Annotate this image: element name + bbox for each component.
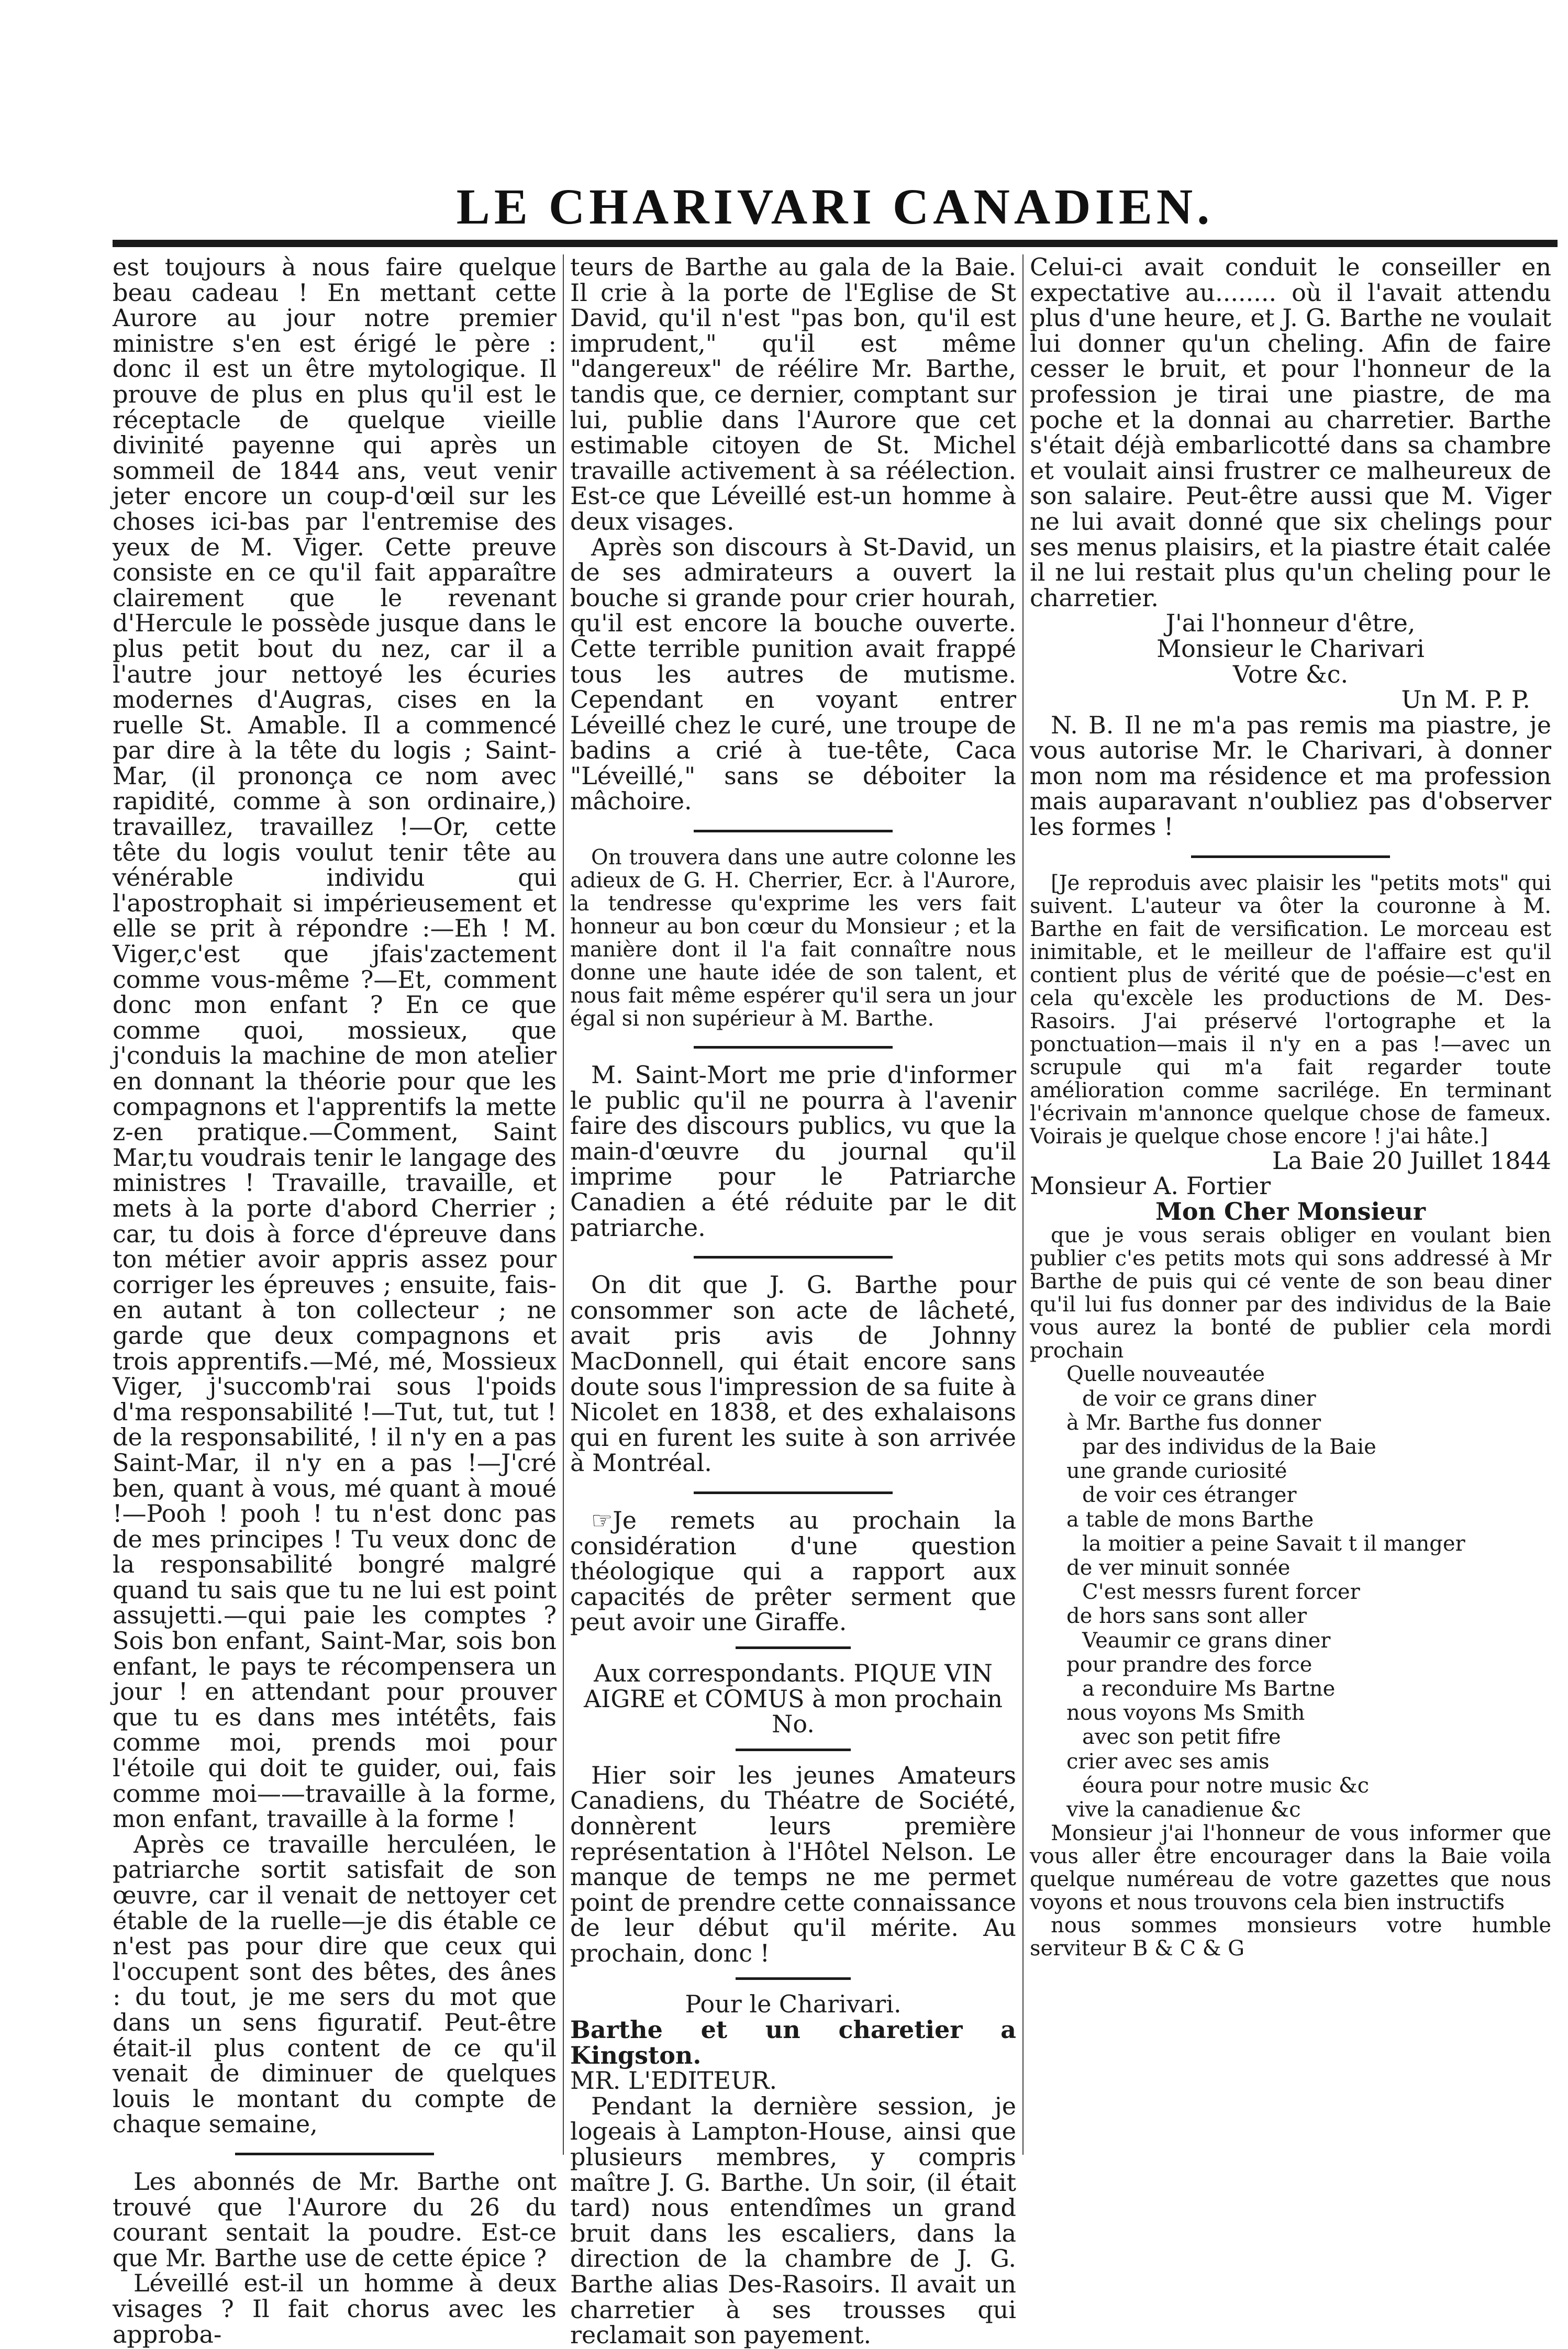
poem-line: à Mr. Barthe fus donner bbox=[1066, 1410, 1321, 1435]
poem-line: de voir ces étranger bbox=[1082, 1483, 1297, 1508]
letter-closing: Monsieur le Charivari bbox=[1156, 634, 1425, 663]
news-item: On trouvera dans une autre colonne les adieux de G. H. Cherrier, Ecr. à l'Aurore, la tendresse qu'exprime les vers fait honneur au bon cœur du Monsieur ; et la manière dont il l'a fait connaître nous donne une haute idée de son talent, et nous fait même espérer qu'il sera un jour égal si non supérieur à M. Barthe. bbox=[570, 845, 1016, 1031]
divider bbox=[736, 1977, 851, 1980]
poem-line: de voir ce grans diner bbox=[1082, 1386, 1316, 1411]
column-2 bbox=[563, 253, 1024, 2349]
letter-body: que je vous serais obliger en voulant bien publier c'es petits mots qui sons addressé à Mr Barthe de puis qui cé vente de son beau diner qu'il lui fus donner par des individus de la Baie vous aurez la bonté de publier cela mordi prochain bbox=[1030, 1223, 1551, 1363]
poem-line: Veaumir ce grans diner bbox=[1082, 1628, 1331, 1653]
poem-line: de ver minuit sonnée bbox=[1066, 1556, 1291, 1580]
letter-closing: J'ai l'honneur d'être, bbox=[1165, 609, 1416, 638]
letter-body: Pendant la dernière session, je logeais à Lampton-House, ainsi que plusieurs membres, y compris maître J. G. Barthe. Un soir, (il était tard) nous entendîmes un grand bruit dans les escaliers, dans la direction de la chambre de J. G. Barthe alias Des-Rasoirs. Il avait un charretier à ses trousses qui reclamait son payement. bbox=[570, 2091, 1016, 2349]
postscript: N. B. Il ne m'a pas remis ma piastre, je vous autorise Mr. le Charivari, à donner mon nom ma résidence et ma profession mais auparavant n'oubliez pas d'observer les formes ! bbox=[1030, 710, 1551, 841]
news-item: Les abonnés de Mr. Barthe ont trouvé que l'Aurore du 26 du courant sentait la poudre. Est-ce que Mr. Barthe use de cette épice ? bbox=[113, 2167, 557, 2272]
article-text: est toujours à nous faire quelque beau cadeau ! En mettant cette Aurore au jour notre premier ministre s'en est érigé le père : donc il est un être mytologique. Il prouve de plus en plus qu'il est le réceptacle de quelque vieille divinité payenne qui après un sommeil de 1844 ans, veut venir jeter encore un coup-d'œil sur les choses ici-bas par l'entremise des yeux de M. Viger. Cette preuve consiste en ce qu'il fait apparaître clairement que le revenant d'Hercule le possède jusque dans le plus petit bout du nez, car il a l'autre jour nettoyé les écuries modernes d'Augras, cises en la ruelle St. Amable. Il a commencé par dire à la tête du logis ; Saint-Mar, (il prononça ce nom avec rapidité, comme à son ordinaire,) travaillez, travaillez !—Or, cette tête du logis voulut tenir tête au vénérable individu qui l'apostrophait si impérieusement et elle se prit à répondre :—Eh ! M. Viger,c'est que jfais'zactement comme vous-même ?—Et, comment donc mon enfant ? En ce que comme quoi, mossieux, que j'conduis la machine de mon atelier en donnant la théorie pour que les compagnons et l'apprentifs la mette z-en pratique.—Comment, Saint Mar,tu voudrais tenir le langage des ministres ! Travaille, travaille, et mets à la porte d'abord Cherrier ; car, tu dois à force d'épreuve dans ton métier avoir appris assez pour corriger les épreuves ; ensuite, fais-en autant à ton collecteur ; ne garde que deux compagnons et trois apprentifs.—Mé, mé, Mossieux Viger, j'succomb'rai sous l'poids d'ma responsabilité !—Tut, tut, tut ! de la responsabilité, ! il n'y en a pas Saint-Mar, il n'y en a pas !—J'cré ben, quant à vous, mé quant à moué !—Pooh ! pooh ! tu n'est donc pas de mes principes ! Tu veux donc de la responsabilité bongré malgré quand tu sais que tu ne lui est point assujetti.—qui paie les comptes ? Sois bon enfant, Saint-Mar, sois bon enfant, le pays te récompensera un jour ! en attendant pour prouver que tu es dans mes intétêts, fais comme moi, prends moi pour l'étoile qui doit te guider, oui, fais comme moi——travaille à la forme, mon enfant, travaille à la forme ! bbox=[113, 253, 557, 1833]
poem-line: par des individus de la Baie bbox=[1082, 1435, 1376, 1460]
poem-line: pour prandre des force bbox=[1066, 1652, 1313, 1677]
poem-line: crier avec ses amis bbox=[1066, 1749, 1270, 1774]
divider bbox=[1191, 855, 1390, 858]
article-text: Après ce travaille herculéen, le patriarche sortit satisfait de son œuvre, car il venait de nettoyer cet étable de la ruelle—je dis étable ce n'est pas pour dire que ceux qui l'occupent sont des bêtes, des ânes : du tout, je me sers du mot que dans un sens figuratif. Peut-être était-il plus content de ce qu'il venait de diminuer de quelques louis le montant du compte de chaque semaine, bbox=[113, 1830, 557, 2139]
letter-title: Barthe et un charetier a Kingston. bbox=[570, 2016, 1016, 2069]
letter-salutation: MR. L'EDITEUR. bbox=[570, 2066, 777, 2095]
columns bbox=[113, 253, 1558, 2349]
news-item: Léveillé est-il un homme à deux visages ? Il fait chorus avec les approba- bbox=[113, 2269, 557, 2348]
divider bbox=[694, 1491, 893, 1494]
news-item bbox=[570, 1508, 1016, 1635]
news-item: Après son discours à St-David, un de ses admirateurs a ouvert la bouche si grande pour crier hourah, qu'il est encore la bouche ouverte. Cette terrible punition avait frappé tous les autres de mutisme. Cependant en voyant entrer Léveillé chez le curé, une troupe de badins a crié à tue-tête, Caca "Léveillé," sans se déboiter la mâchoire. bbox=[570, 532, 1016, 816]
letter-addressee: Monsieur A. Fortier bbox=[1030, 1172, 1271, 1200]
divider bbox=[694, 830, 893, 832]
news-item: M. Saint-Mort me prie d'informer le public qu'il ne pourra à l'avenir faire des discours publics, vu que la main-d'œuvre du journal qu'il imprime pour le Patriarche Canadien a été réduite par le dit patriarche. bbox=[570, 1061, 1016, 1242]
letter-closing: Votre &c. bbox=[1232, 660, 1349, 688]
poem-line: de hors sans sont aller bbox=[1066, 1604, 1307, 1629]
column-1 bbox=[113, 253, 563, 2348]
divider bbox=[694, 1046, 893, 1049]
poem-line: avec son petit fifre bbox=[1082, 1725, 1281, 1750]
letter-salutation: Mon Cher Monsieur bbox=[1155, 1197, 1426, 1226]
divider bbox=[694, 1256, 893, 1259]
pointing-hand-icon: ☞ bbox=[591, 1506, 613, 1534]
poem-line: vive la canadienue &c bbox=[1066, 1798, 1301, 1822]
editor-note: [Je reproduis avec plaisir les "petits mots" qui suivent. L'auteur va ôter la couronne à M. Barthe en fait de versification. Le morceau est inimitable, et le meilleur de l'affaire est qu'il contient plus de vérité que de poésie—c'est en cela qu'excèle les productions de M. Des-Rasoirs. J'ai préservé l'ortographe et la ponctuation—mais il n'y en a pas !—avec un scrupule qui m'a fait regarder toute amélioration comme sacrilége. En terminant l'écrivain m'annonce quelque chose de fameux. Voirais je quelque chose encore ! j'ai hâte.] bbox=[1030, 871, 1551, 1149]
section-heading: Pour le Charivari. bbox=[685, 1990, 902, 2019]
letter-body: Celui-ci avait conduit le conseiller en expectative au........ où il l'avait attendu plus d'une heure, et J. G. Barthe ne voulait lui donner qu'un cheling. Afin de faire cesser le bruit, et pour l'honneur de la profession je tirai une piastre, de ma poche et la donnai au charretier. Barthe s'était déjà embarlicotté dans sa chambre et voulait ainsi frustrer ce malheureux de son salaire. Peut-être aussi que M. Viger ne lui avait donné que six chelings pour ses menus plaisirs, et la piastre était calée il ne lui restait plus qu'un cheling pour le charretier. bbox=[1030, 253, 1551, 612]
poem-line: éoura pour notre music &c bbox=[1082, 1773, 1370, 1798]
letter-dateline: La Baie 20 Juillet 1844 bbox=[1272, 1146, 1551, 1175]
news-item-text: Je remets au prochain la considération d'une question théologique qui a rapport aux capacités de prêter serment que peut avoir une Giraffe. bbox=[570, 1506, 1016, 1636]
newspaper-page bbox=[113, 178, 1558, 2349]
news-item: Hier soir les jeunes Amateurs Canadiens, du Théatre de Société, donnèrent leurs première représentation à l'Hôtel Nelson. Le manque de temps ne me permet point de prendre cette connaissance de leur début qu'il mérite. Au prochain, donc ! bbox=[570, 1761, 1016, 1967]
news-item: On dit que J. G. Barthe pour consommer son acte de lâcheté, avait pris avis de Johnny MacDonnell, qui était encore sans doute sous l'impression de sa fuite à Nicolet en 1838, et des exhalaisons qui en furent les suite à son arrivée à Montréal. bbox=[570, 1271, 1016, 1477]
poem-line: la moitier a peine Savait t il manger bbox=[1082, 1531, 1465, 1556]
poem-line: nous voyons Ms Smith bbox=[1066, 1701, 1305, 1725]
poem-line: une grande curiosité bbox=[1066, 1459, 1287, 1484]
letter-signature: nous sommes monsieurs votre humble serviteur B & C & G bbox=[1030, 1913, 1551, 1961]
poem-line: a table de mons Barthe bbox=[1066, 1507, 1314, 1532]
letter-signature: Un M. P. P. bbox=[1401, 685, 1530, 714]
correspondents-note: Aux correspondants. PIQUE VIN AIGRE et COMUS à mon prochain No. bbox=[583, 1658, 1003, 1739]
column-3 bbox=[1024, 254, 1558, 2155]
poem-line: a reconduire Ms Bartne bbox=[1082, 1677, 1336, 1701]
masthead-title: LE CHARIVARI CANADIEN. bbox=[456, 179, 1214, 235]
divider bbox=[235, 2153, 434, 2155]
divider bbox=[736, 1646, 851, 1649]
poem-line: C'est messrs furent forcer bbox=[1082, 1580, 1360, 1605]
letter-body: Monsieur j'ai l'honneur de vous informer que vous aller être encourager dans la Baie voila quelque numéreau de votre gazettes que nous voyons et nous trouvons cela bien instructifs bbox=[1030, 1821, 1551, 1915]
news-item: teurs de Barthe au gala de la Baie. Il crie à la porte de l'Eglise de St David, qu'il n'est "pas bon, qu'il est imprudent," qu'il est même "dangereux" de réélire Mr. Barthe, tandis que, ce dernier, comptant sur lui, publie dans l'Aurore que cet estimable citoyen de St. Michel travaille activement à sa réélection. Est-ce que Léveillé est-un homme à deux visages. bbox=[570, 253, 1016, 536]
divider bbox=[736, 1749, 851, 1751]
poem bbox=[1030, 1362, 1551, 1822]
poem-line: Quelle nouveautée bbox=[1066, 1362, 1265, 1387]
masthead-rule bbox=[113, 240, 1558, 247]
